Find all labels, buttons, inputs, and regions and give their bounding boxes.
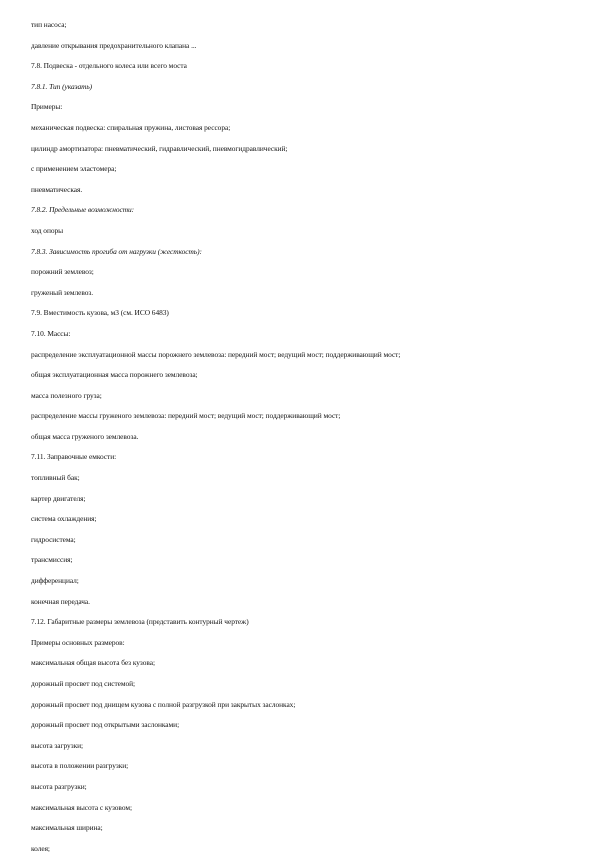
text-line: 7.11. Заправочные емкости: (31, 452, 117, 462)
text-line: 7.8.1. Тип (указать) (31, 81, 93, 91)
text-line: порожний землевоз; (31, 267, 94, 277)
text-line: пневматическая. (31, 184, 83, 194)
text-line: максимальная ширина; (31, 823, 103, 833)
text-line: конечная передача. (31, 596, 90, 606)
text-line: дорожный просвет под системой; (31, 679, 136, 688)
text-line: трансмиссия; (31, 555, 73, 565)
text-line: максимальная общая высота без кузова; (31, 658, 155, 668)
text-line: распределение эксплуатационной массы порожнего землевоза: передний мост; ведущий мост; поддерживающий мост; (31, 349, 401, 359)
text-line: система охлаждения; (31, 514, 97, 524)
text-line: 7.12. Габаритные размеры землевоза (представить контурный чертеж) (31, 617, 249, 627)
text-line: тип насоса; (31, 20, 67, 29)
text-line: картер двигателя; (31, 493, 86, 503)
document-page (31, 15, 571, 859)
text-line: дорожный просвет под днищем кузова с полной разгрузкой при закрытых заслонках; (31, 699, 296, 709)
text-line: дифференциал; (31, 576, 79, 586)
text-line: высота загрузки; (31, 740, 84, 750)
text-line: дорожный просвет под открытыми заслонками; (31, 720, 180, 730)
text-line: 7.8.3. Зависимость прогиба от нагрузки (жесткость): (31, 246, 202, 256)
text-line: 7.8. Подвеска - отдельного колеса или всего моста (31, 61, 187, 71)
text-line: Примеры: (31, 102, 63, 112)
text-line: топливный бак; (31, 473, 80, 483)
text-line: распределение массы груженого землевоза: передний мост; ведущий мост; поддерживающий мост; (31, 411, 341, 421)
text-line: максимальная высота с кузовом; (31, 802, 132, 812)
text-line: с применением эластомера; (31, 164, 117, 174)
text-line: общая масса груженого землевоза. (31, 431, 139, 441)
text-line: общая эксплуатационная масса порожнего землевоза; (31, 370, 198, 380)
text-line: груженый землевоз. (31, 287, 94, 297)
text-line: Примеры основных размеров: (31, 637, 125, 647)
text-line: механическая подвеска: спиральная пружина, листовая рессора; (31, 122, 231, 132)
text-line: давление открывания предохранительного клапана ... (31, 40, 197, 50)
text-line: 7.8.2. Предельные возможности: (31, 205, 135, 215)
text-line: высота в положении разгрузки; (31, 761, 129, 771)
text-line: масса полезного груза; (31, 390, 102, 400)
text-line: 7.10. Массы: (31, 328, 71, 338)
text-line: ход опоры (31, 225, 64, 235)
text-line: 7.9. Вместимость кузова, м3 (см. ИСО 6483) (31, 308, 169, 318)
text-line: колея; (31, 843, 50, 853)
text-line: высота разгрузки; (31, 781, 87, 791)
text-line: цилиндр амортизатора: пневматический, гидравлический, пневмогидравлический; (31, 143, 288, 153)
text-line: гидросистема; (31, 534, 76, 544)
